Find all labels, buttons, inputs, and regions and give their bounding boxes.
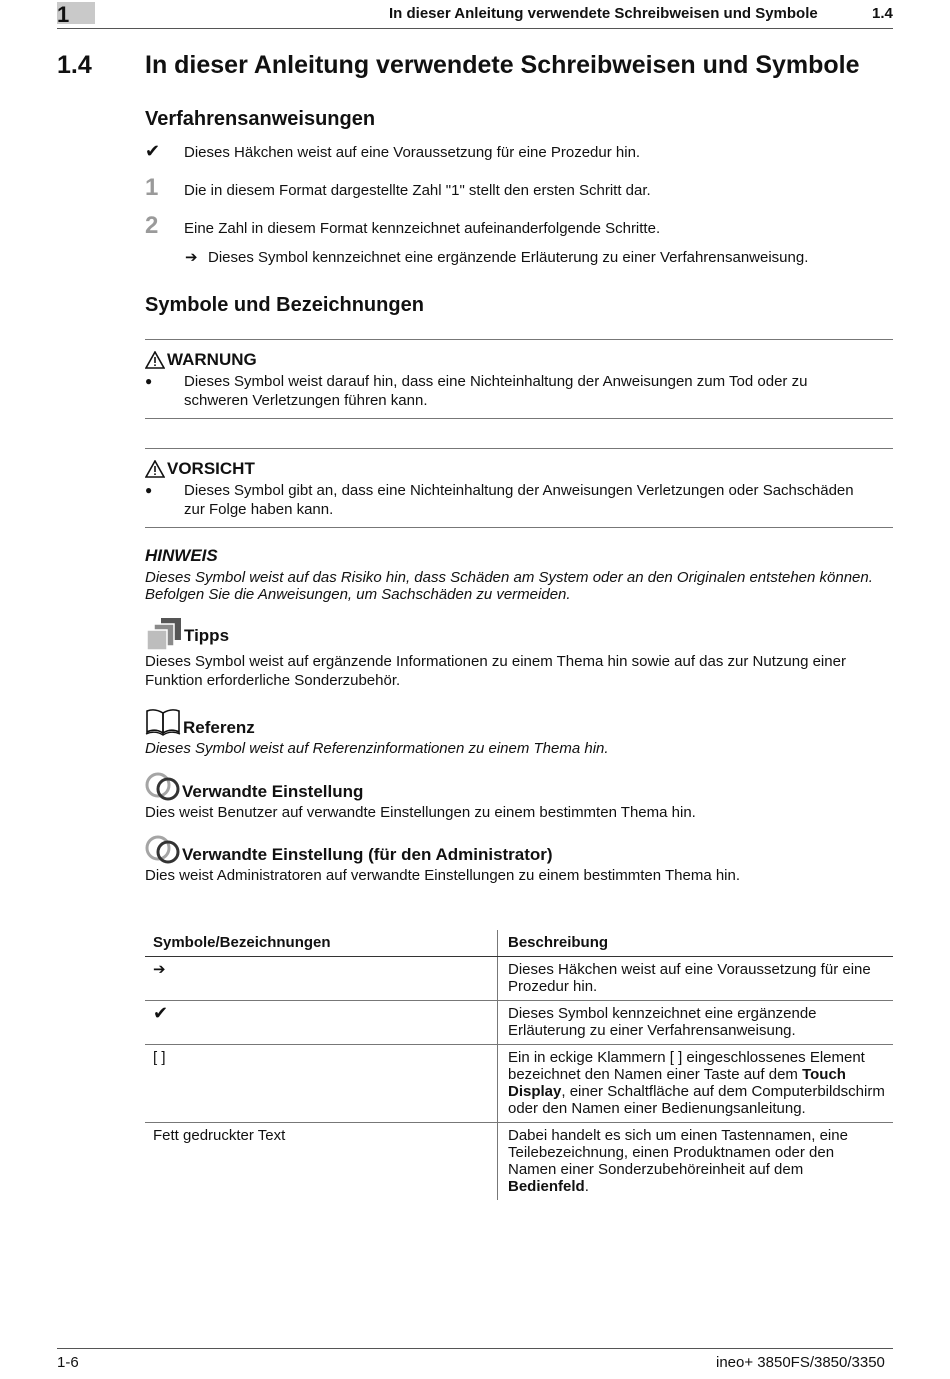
reference-label: Referenz — [183, 718, 255, 737]
hinweis-label: HINWEIS — [145, 546, 218, 565]
description-text: Ein in eckige Klammern [ ] eingeschlossenes Element bezeichnet den Namen einer Taste auf dem — [508, 1049, 865, 1083]
related-setting-icon — [145, 772, 183, 802]
caution-text-line1: Dieses Symbol gibt an, dass eine Nichteinhaltung der Anweisungen Verletzungen oder Sachschäden — [184, 482, 854, 499]
section-number: 1.4 — [57, 51, 92, 79]
check-text: Dieses Häkchen weist auf eine Voraussetzung für eine Prozedur hin. — [184, 144, 641, 161]
checkmark-icon: ✔ — [145, 141, 161, 161]
table-row — [145, 1045, 893, 1123]
caution-text-line2: zur Folge haben kann. — [184, 501, 334, 518]
related-setting-admin-text: Dies weist Administratoren auf verwandte Einstellungen zu einem bestimmten Thema hin. — [145, 867, 741, 884]
product-model: ineo+ 3850FS/3850/3350 — [716, 1354, 885, 1371]
description-bold-text: Touch Display — [508, 1066, 846, 1100]
step-number-2: 2 — [145, 212, 159, 239]
hinweis-text-line2: Befolgen Sie die Anweisungen, um Sachschäden zu vermeiden. — [145, 586, 571, 603]
divider — [145, 448, 893, 449]
description-text: . — [584, 1178, 589, 1195]
divider — [145, 418, 893, 419]
step-number-1: 1 — [145, 174, 159, 201]
divider — [145, 527, 893, 528]
description-cell: Dieses Symbol kennzeichnet eine ergänzende Erläuterung zu einer Verfahrensanweisung. — [498, 1001, 894, 1045]
note-text: Dieses Symbol kennzeichnet eine ergänzende Erläuterung zu einer Verfahrensanweisung. — [208, 249, 809, 266]
symbol-cell: Fett gedruckter Text — [145, 1123, 498, 1201]
caution-title — [145, 459, 255, 479]
related-setting-admin-label: Verwandte Einstellung (für den Administrator) — [182, 845, 553, 864]
warning-title — [145, 350, 257, 370]
symbol-cell: ✔ — [145, 1001, 498, 1045]
running-header-section: 1.4 — [872, 5, 893, 22]
description-cell — [498, 1045, 894, 1123]
divider — [145, 339, 893, 340]
arrow-icon: ➔ — [185, 249, 198, 266]
column-header: Beschreibung — [498, 930, 894, 957]
page-number: 1-6 — [57, 1354, 79, 1371]
description-cell — [498, 1123, 894, 1201]
warning-label: WARNUNG — [167, 350, 257, 369]
tips-text-line1: Dieses Symbol weist auf ergänzende Informationen zu einem Thema hin sowie auf das zur Nutzung einer — [145, 653, 846, 670]
footer-rule — [57, 1348, 893, 1349]
caution-triangle-icon — [145, 460, 165, 478]
header-rule — [57, 28, 893, 29]
warning-text-line2: schweren Verletzungen führen kann. — [184, 392, 428, 409]
step-1-text: Die in diesem Format dargestellte Zahl "1" stellt den ersten Schritt dar. — [184, 182, 651, 199]
warning-triangle-icon — [145, 351, 165, 369]
tips-text-line2: Funktion erforderliche Sonderzubehör. — [145, 672, 401, 689]
page-title: In dieser Anleitung verwendete Schreibweisen und Symbole — [145, 51, 860, 79]
bullet-icon: ● — [145, 483, 153, 497]
warning-text-line1: Dieses Symbol weist darauf hin, dass eine Nichteinhaltung der Anweisungen zum Tod oder zu — [184, 373, 808, 390]
tips-label: Tipps — [184, 626, 230, 645]
tips-icon — [145, 616, 183, 652]
table-row — [145, 1001, 893, 1045]
procedures-heading: Verfahrensanweisungen — [145, 108, 376, 130]
table-row — [145, 1123, 893, 1201]
hinweis-text-line1: Dieses Symbol weist auf das Risiko hin, dass Schäden am System oder an den Originalen entstehen können. — [145, 569, 873, 586]
description-text: , einer Schaltfläche auf dem Computerbildschirm oder den Namen einer Bedienungsanleitung. — [508, 1083, 885, 1117]
bullet-icon: ● — [145, 374, 153, 388]
symbol-cell: ➔ — [145, 957, 498, 1001]
step-2-text: Eine Zahl in diesem Format kennzeichnet aufeinanderfolgende Schritte. — [184, 220, 661, 237]
description-bold-text: Bedienfeld — [508, 1178, 585, 1195]
related-setting-admin-icon — [145, 835, 183, 865]
table-row — [145, 957, 893, 1001]
book-icon — [145, 708, 183, 736]
symbols-table — [145, 930, 893, 1200]
chapter-number: 1 — [57, 2, 70, 27]
description-cell: Dieses Häkchen weist auf eine Voraussetzung für eine Prozedur hin. — [498, 957, 894, 1001]
column-header: Symbole/Bezeichnungen — [145, 930, 498, 957]
table-header-row — [145, 930, 893, 957]
related-setting-label: Verwandte Einstellung — [182, 782, 364, 801]
running-header-title: In dieser Anleitung verwendete Schreibweisen und Symbole — [389, 5, 818, 22]
symbol-cell: [ ] — [145, 1045, 498, 1123]
symbols-heading: Symbole und Bezeichnungen — [145, 294, 424, 316]
caution-label: VORSICHT — [167, 459, 255, 478]
description-text: Dabei handelt es sich um einen Tastennamen, eine Teilebezeichnung, einen Produktnamen oder den Namen einer Sonderzubehöreinheit auf dem — [508, 1127, 848, 1178]
related-setting-text: Dies weist Benutzer auf verwandte Einstellungen zu einem bestimmten Thema hin. — [145, 804, 696, 821]
reference-text: Dieses Symbol weist auf Referenzinformationen zu einem Thema hin. — [145, 740, 609, 757]
